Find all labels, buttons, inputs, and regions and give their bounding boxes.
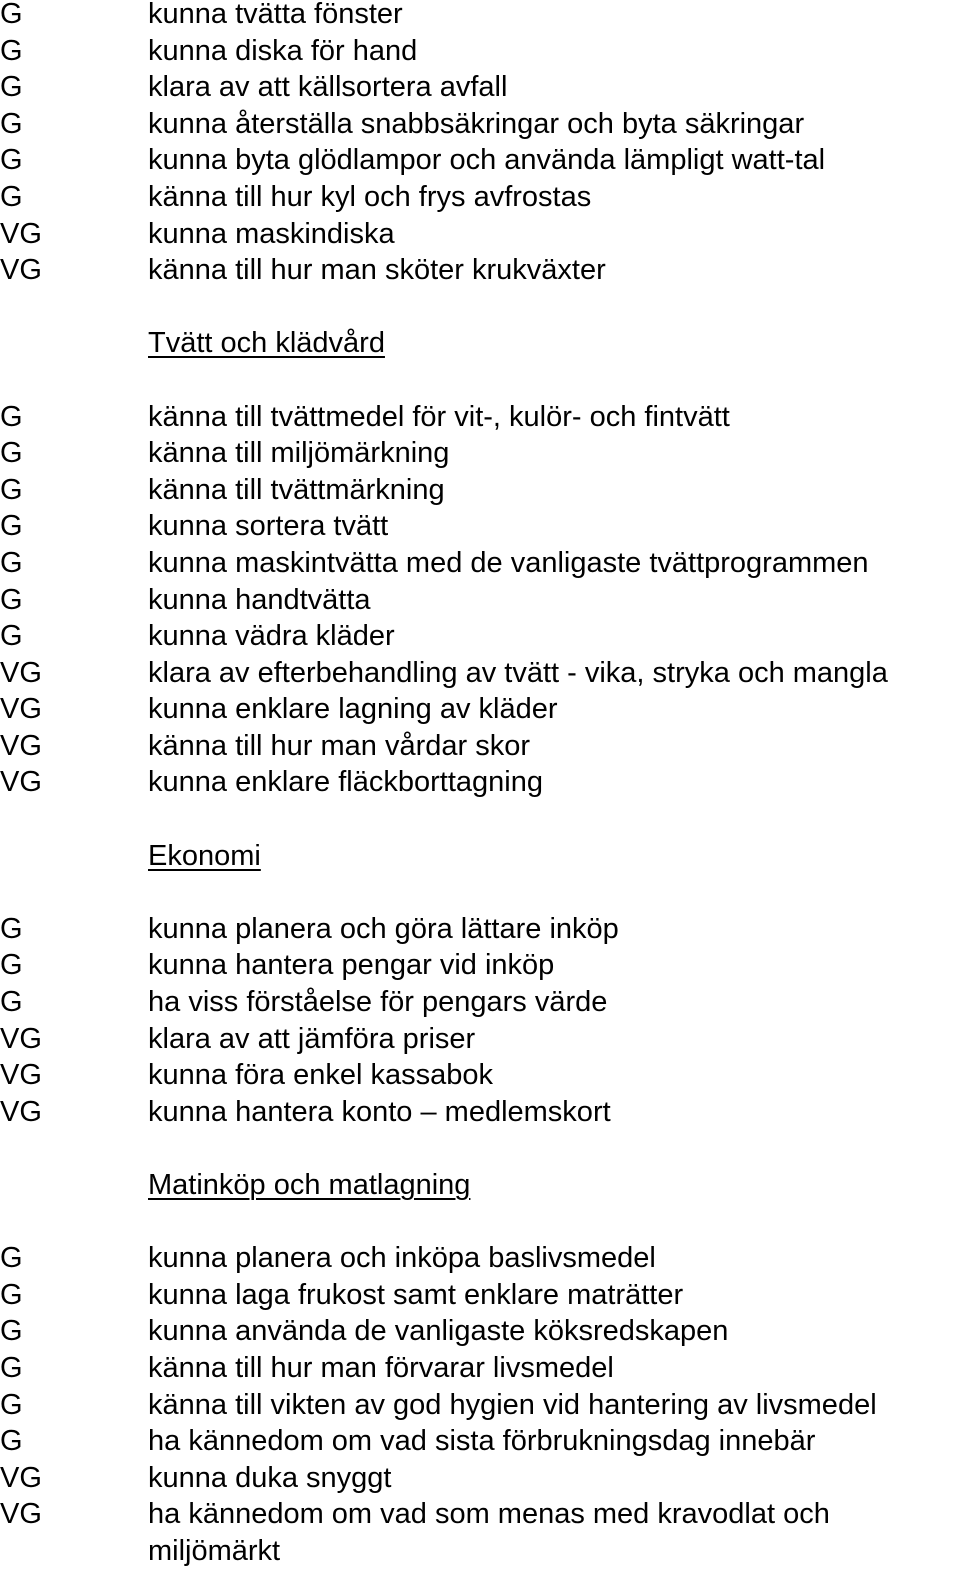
criteria-text: kunna planera och inköpa baslivsmedel xyxy=(148,1242,656,1275)
criteria-text: klara av att källsortera avfall xyxy=(148,71,508,104)
section-heading-row xyxy=(0,325,960,362)
criteria-row xyxy=(0,472,960,509)
grade-label: VG xyxy=(0,693,42,726)
criteria-row xyxy=(0,655,960,692)
criteria-text: kunna sortera tvätt xyxy=(148,510,389,543)
criteria-row xyxy=(0,947,960,984)
criteria-text: kunna använda de vanligaste köksredskapen xyxy=(148,1315,729,1348)
section-heading: Ekonomi xyxy=(148,839,261,872)
grade-label: VG xyxy=(0,254,42,287)
grade-label: G xyxy=(0,1388,23,1421)
section-spacer xyxy=(0,1130,960,1167)
heading-spacer xyxy=(0,874,960,911)
criteria-row xyxy=(0,1313,960,1350)
grade-label: G xyxy=(0,437,23,470)
heading-spacer xyxy=(0,362,960,399)
criteria-row xyxy=(0,1240,960,1277)
grade-label: G xyxy=(0,1315,23,1348)
criteria-row xyxy=(0,1387,960,1424)
grade-label: VG xyxy=(0,1022,42,1055)
criteria-row xyxy=(0,1533,960,1570)
criteria-text: kunna planera och göra lättare inköp xyxy=(148,912,619,945)
grade-label: G xyxy=(0,912,23,945)
criteria-row xyxy=(0,984,960,1021)
grade-label: G xyxy=(0,180,23,213)
criteria-text: ha kännedom om vad som menas med kravodlat och xyxy=(148,1498,830,1531)
grade-label: G xyxy=(0,620,23,653)
grade-label: VG xyxy=(0,1095,42,1128)
criteria-row xyxy=(0,582,960,619)
criteria-row xyxy=(0,69,960,106)
criteria-text: kunna tvätta fönster xyxy=(148,0,403,30)
grade-label: G xyxy=(0,546,23,579)
criteria-row xyxy=(0,764,960,801)
criteria-text: kunna föra enkel kassabok xyxy=(148,1059,493,1092)
grade-label: G xyxy=(0,949,23,982)
criteria-text: känna till hur man vårdar skor xyxy=(148,729,530,762)
criteria-row xyxy=(0,399,960,436)
section-heading-row xyxy=(0,1167,960,1204)
criteria-text: klara av att jämföra priser xyxy=(148,1022,476,1055)
criteria-text: kunna laga frukost samt enklare maträtter xyxy=(148,1278,684,1311)
criteria-text: känna till vikten av god hygien vid hantering av livsmedel xyxy=(148,1388,877,1421)
criteria-text: kunna enklare fläckborttagning xyxy=(148,766,543,799)
grade-label: G xyxy=(0,1351,23,1384)
grade-label: G xyxy=(0,0,23,30)
criteria-text: känna till miljömärkning xyxy=(148,437,450,470)
criteria-text: kunna duka snyggt xyxy=(148,1461,392,1494)
grade-label: G xyxy=(0,1425,23,1458)
criteria-row xyxy=(0,728,960,765)
criteria-row xyxy=(0,911,960,948)
criteria-text: kunna hantera pengar vid inköp xyxy=(148,949,555,982)
grade-label: VG xyxy=(0,1498,42,1531)
grade-label: G xyxy=(0,986,23,1019)
criteria-row xyxy=(0,691,960,728)
criteria-text: klara av efterbehandling av tvätt - vika, stryka och mangla xyxy=(148,656,888,689)
criteria-text: miljömärkt xyxy=(148,1534,281,1567)
criteria-row xyxy=(0,252,960,289)
grade-label: G xyxy=(0,144,23,177)
criteria-text: känna till tvättmedel för vit-, kulör- och fintvätt xyxy=(148,400,730,433)
section-spacer xyxy=(0,289,960,326)
criteria-row xyxy=(0,106,960,143)
criteria-row xyxy=(0,1277,960,1314)
grade-section xyxy=(0,801,960,1130)
criteria-text: kunna diska för hand xyxy=(148,34,418,67)
criteria-text: kunna enklare lagning av kläder xyxy=(148,693,558,726)
section-heading: Matinköp och matlagning xyxy=(148,1169,471,1201)
grade-label: G xyxy=(0,1242,23,1275)
criteria-text: kunna återställa snabbsäkringar och byta säkringar xyxy=(148,107,805,140)
criteria-row xyxy=(0,0,960,33)
criteria-row xyxy=(0,1460,960,1497)
criteria-row xyxy=(0,508,960,545)
criteria-row xyxy=(0,1350,960,1387)
section-spacer xyxy=(0,801,960,838)
criteria-text: känna till hur kyl och frys avfrostas xyxy=(148,180,592,213)
grade-label: VG xyxy=(0,729,42,762)
criteria-text: kunna maskintvätta med de vanligaste tvättprogrammen xyxy=(148,546,869,579)
criteria-text: kunna handtvätta xyxy=(148,583,371,616)
grade-label: G xyxy=(0,400,23,433)
grade-section xyxy=(0,289,960,801)
criteria-row xyxy=(0,618,960,655)
criteria-text: kunna maskindiska xyxy=(148,217,395,250)
grade-label: G xyxy=(0,510,23,543)
grade-label: G xyxy=(0,583,23,616)
criteria-text: kunna hantera konto – medlemskort xyxy=(148,1095,611,1128)
grade-label: VG xyxy=(0,1461,42,1494)
grade-label: VG xyxy=(0,656,42,689)
section-heading: Tvätt och klädvård xyxy=(148,327,385,360)
criteria-row xyxy=(0,1094,960,1131)
grade-label: VG xyxy=(0,766,42,799)
criteria-text: kunna vädra kläder xyxy=(148,620,395,653)
criteria-row xyxy=(0,1423,960,1460)
criteria-text: känna till hur man förvarar livsmedel xyxy=(148,1351,614,1384)
section-heading-row xyxy=(0,838,960,875)
grade-label: G xyxy=(0,1278,23,1311)
heading-spacer xyxy=(0,1204,960,1241)
criteria-text: ha kännedom om vad sista förbrukningsdag innebär xyxy=(148,1425,816,1458)
criteria-row xyxy=(0,1057,960,1094)
criteria-text: ha viss förståelse för pengars värde xyxy=(148,986,608,1019)
grade-label: G xyxy=(0,473,23,506)
criteria-text: känna till tvättmärkning xyxy=(148,473,445,506)
grade-label: VG xyxy=(0,217,42,250)
criteria-row xyxy=(0,1021,960,1058)
criteria-row xyxy=(0,179,960,216)
grade-label: G xyxy=(0,71,23,104)
grade-label: G xyxy=(0,107,23,140)
grade-section xyxy=(0,0,960,289)
grade-section xyxy=(0,1130,960,1569)
criteria-text: känna till hur man sköter krukväxter xyxy=(148,254,606,287)
criteria-row xyxy=(0,1496,960,1533)
criteria-row xyxy=(0,435,960,472)
criteria-row xyxy=(0,216,960,253)
criteria-text: kunna byta glödlampor och använda lämpligt watt-tal xyxy=(148,144,826,177)
grade-label: G xyxy=(0,34,23,67)
criteria-row xyxy=(0,142,960,179)
grade-label: VG xyxy=(0,1059,42,1092)
criteria-row xyxy=(0,33,960,70)
criteria-row xyxy=(0,545,960,582)
